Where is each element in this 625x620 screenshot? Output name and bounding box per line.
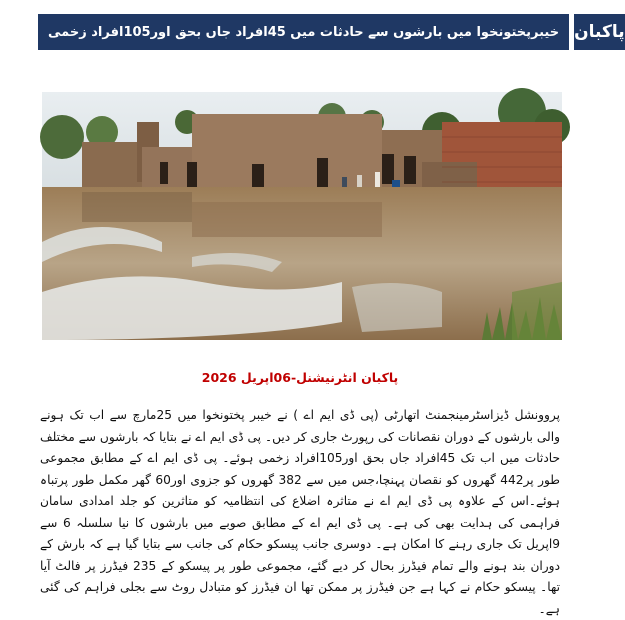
headline: خیبرپختونخوا میں بارشوں سے حادثات میں 45افراد جاں بحق اور105افراد زخمی xyxy=(38,14,569,50)
news-header xyxy=(38,14,625,50)
brand-logo: پاکبان xyxy=(572,14,625,50)
flood-scene-image xyxy=(42,92,562,340)
news-photo xyxy=(42,92,562,340)
dateline: پاکبان انٹرنیشنل-06اپریل 2026 xyxy=(201,370,399,385)
article-body: پروونشل ڈیزاسٹرمینجمنٹ اتھارٹی (پی ڈی ایم اے ) نے خیبر پختونخوا میں 25مارچ سے اب تک ہونے والی بارشوں کے دوران نقصانات کی رپورٹ جاری کر دیں۔ پی ڈی ایم اے نے بتایا کہ بارشوں سے مختلف حادثات میں اب تک 45افراد جاں بحق اور105افراد زخمی ہوئے۔ پی ڈی ایم اے کے مطابق مجموعی طور پر442 گھروں کو نقصان پہنچا،جس میں سے 382 گھروں کو جزوی اور60 گھر مکمل طور پرتباہ ہوئے۔اس کے علاوہ پی ڈی ایم اے نے متاثرہ اضلاع کی انتظامیہ کو متاثرین کو جلد امدادی سامان فراہمی کی ہدایت بھی کی ہے۔ پی ڈی ایم اے کے مطابق صوبے میں بارشوں کا نیا سلسلہ 6 سے 9اپریل تک جاری رہنے کا امکان ہے۔ دوسری جانب پیسکو حکام کی جانب سے بتایا گیا ہے کہ بارش کے دوران بند ہونے والے تمام فیڈرز بحال کر دیے گئے، مجموعی طور پر پیسکو کے 235 فیڈرز پر فالٹ آیا تھا۔ پیسکو حکام نے کہا ہے جن فیڈرز پر ممکن تھا ان فیڈرز کو متبادل روٹ سے بجلی فراہم کی گئی ہے۔ xyxy=(40,408,561,616)
